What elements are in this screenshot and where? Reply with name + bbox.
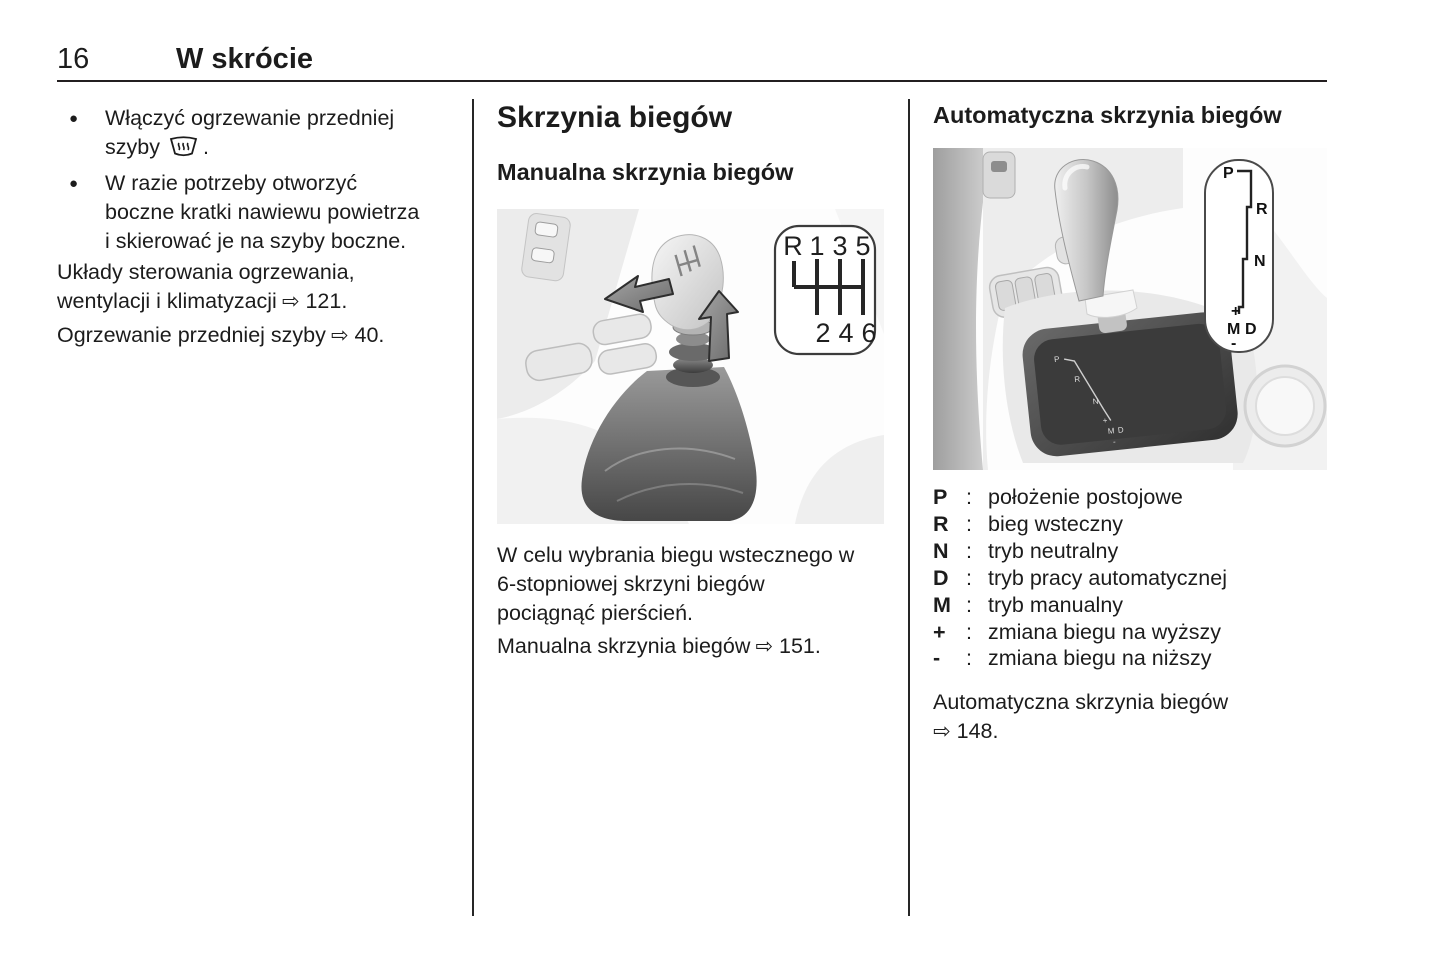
windshield-defrost-icon <box>168 135 199 158</box>
legend-separator: : <box>966 646 972 671</box>
legend-row <box>933 484 1337 511</box>
paragraph-text: Ogrzewanie przedniej szyby <box>57 323 326 347</box>
legend-description: zmiana biegu na wyższy <box>988 619 1222 644</box>
gate-mark: - <box>1112 437 1117 447</box>
legend-description: tryb manualny <box>988 592 1124 617</box>
gate-mark: D <box>1117 425 1125 435</box>
legend-key: P <box>933 485 948 509</box>
gate-label-m: M <box>1227 321 1241 338</box>
page-ref: 148. <box>956 719 999 744</box>
gate-label-plus: + <box>1231 303 1241 320</box>
cup-holder <box>1245 366 1325 446</box>
legend-separator: : <box>966 619 972 644</box>
legend-description: położenie postojowe <box>988 485 1183 509</box>
gear-label: 6 <box>861 318 877 348</box>
bullet-text-line: Włączyć ogrzewanie przedniej <box>105 106 395 130</box>
legend-description: tryb neutralny <box>988 538 1119 563</box>
legend-row <box>933 592 1337 619</box>
list-item <box>57 104 469 162</box>
middle-column <box>497 96 889 661</box>
list-item <box>57 169 469 256</box>
paragraph <box>497 541 889 628</box>
legend-row <box>933 645 1337 672</box>
gear-label: 5 <box>855 231 871 261</box>
legend-separator: : <box>966 565 972 590</box>
gear-label: 4 <box>838 318 854 348</box>
legend-key: + <box>933 619 946 644</box>
gear-label: 3 <box>832 231 848 261</box>
bullet-text: szyby <box>105 135 160 159</box>
legend-separator: : <box>966 592 972 617</box>
gate-label-minus: - <box>1231 335 1237 352</box>
subsection-heading: Manualna skrzynia biegów <box>497 159 794 185</box>
section-heading: Skrzynia biegów <box>497 101 733 134</box>
gear-label: 2 <box>815 318 831 348</box>
gear-label: R <box>783 231 803 261</box>
legend-key: M <box>933 592 951 617</box>
paragraph-line: Układy sterowania ogrzewania, <box>57 260 355 284</box>
legend-row <box>933 565 1337 592</box>
legend-separator: : <box>966 485 972 509</box>
gate-mark: N <box>1092 396 1099 407</box>
page-ref-arrow-icon: ⇨ <box>281 289 300 313</box>
page-ref-arrow-icon: ⇨ <box>755 634 773 658</box>
paragraph <box>57 258 469 316</box>
page-number: 16 <box>57 43 90 75</box>
bullet-text-line: i skierować je na szyby boczne. <box>105 229 407 253</box>
legend-description: zmiana biegu na niższy <box>988 646 1212 671</box>
legend-key: N <box>933 538 949 563</box>
paragraph-line <box>57 287 469 316</box>
page-ref: 151. <box>778 634 821 658</box>
gate-label-n: N <box>1254 253 1266 270</box>
column-separator <box>472 99 474 916</box>
paragraph-line: Automatyczna skrzynia biegów <box>933 690 1229 715</box>
gate-mark: + <box>1102 415 1108 426</box>
gate-label-r: R <box>1256 201 1268 218</box>
bullet-text-line: W razie potrzeby otworzyć <box>105 171 358 195</box>
paragraph-text: Manualna skrzynia biegów <box>497 634 751 658</box>
page-ref: 121. <box>305 289 348 313</box>
legend-separator: : <box>966 538 972 563</box>
header-rule <box>57 80 1327 82</box>
legend-description: bieg wsteczny <box>988 511 1124 536</box>
legend-row <box>933 619 1337 646</box>
paragraph-line: 6-stopniowej skrzyni biegów <box>497 572 765 596</box>
bullet-text-line: boczne kratki nawiewu powietrza <box>105 200 420 224</box>
manual-gear-shifter-figure <box>497 209 884 524</box>
window-switch <box>983 152 1015 198</box>
legend-key: R <box>933 511 949 536</box>
legend-key: D <box>933 565 949 590</box>
vent-panel <box>521 213 571 282</box>
paragraph-text: wentylacji i klimatyzacji <box>57 289 277 313</box>
paragraph <box>497 632 889 661</box>
gear-label: 1 <box>809 231 825 261</box>
legend-row <box>933 538 1337 565</box>
gate-diagram-pill <box>1205 160 1273 352</box>
gate-label-d: D <box>1245 321 1257 338</box>
automatic-gear-selector-figure <box>933 148 1327 470</box>
paragraph <box>57 321 469 350</box>
paragraph-line <box>57 321 469 350</box>
column-separator <box>908 99 910 916</box>
bullet-text-line <box>105 133 469 162</box>
legend-separator: : <box>966 511 972 536</box>
page-ref-arrow-icon: ⇨ <box>330 323 349 347</box>
gate-mark: R <box>1073 374 1081 385</box>
bullet-icon: ● <box>69 110 79 127</box>
page-ref: 40. <box>354 323 385 347</box>
legend-key: - <box>933 646 941 671</box>
chapter-title: W skrócie <box>176 43 313 75</box>
paragraph-line <box>497 632 889 661</box>
legend-row <box>933 511 1337 538</box>
paragraph-line: W celu wybrania biegu wstecznego w <box>497 543 855 567</box>
gear-legend <box>933 484 1337 672</box>
gate-mark: M <box>1107 426 1116 436</box>
gear-pattern-card <box>775 226 877 354</box>
gate-label-p: P <box>1223 165 1234 182</box>
paragraph <box>933 688 1337 746</box>
subsection-heading: Automatyczna skrzynia biegów <box>933 102 1282 128</box>
paragraph-line: pociągnąć pierścień. <box>497 601 694 625</box>
left-column <box>57 104 469 350</box>
bullet-icon: ● <box>69 175 79 192</box>
gate-mark: P <box>1053 354 1060 365</box>
legend-description: tryb pracy automatycznej <box>988 565 1227 590</box>
right-column <box>933 96 1337 746</box>
bullet-text: . <box>202 135 209 159</box>
page-ref-arrow-icon: ⇨ <box>933 719 951 744</box>
paragraph-line <box>933 717 1337 746</box>
